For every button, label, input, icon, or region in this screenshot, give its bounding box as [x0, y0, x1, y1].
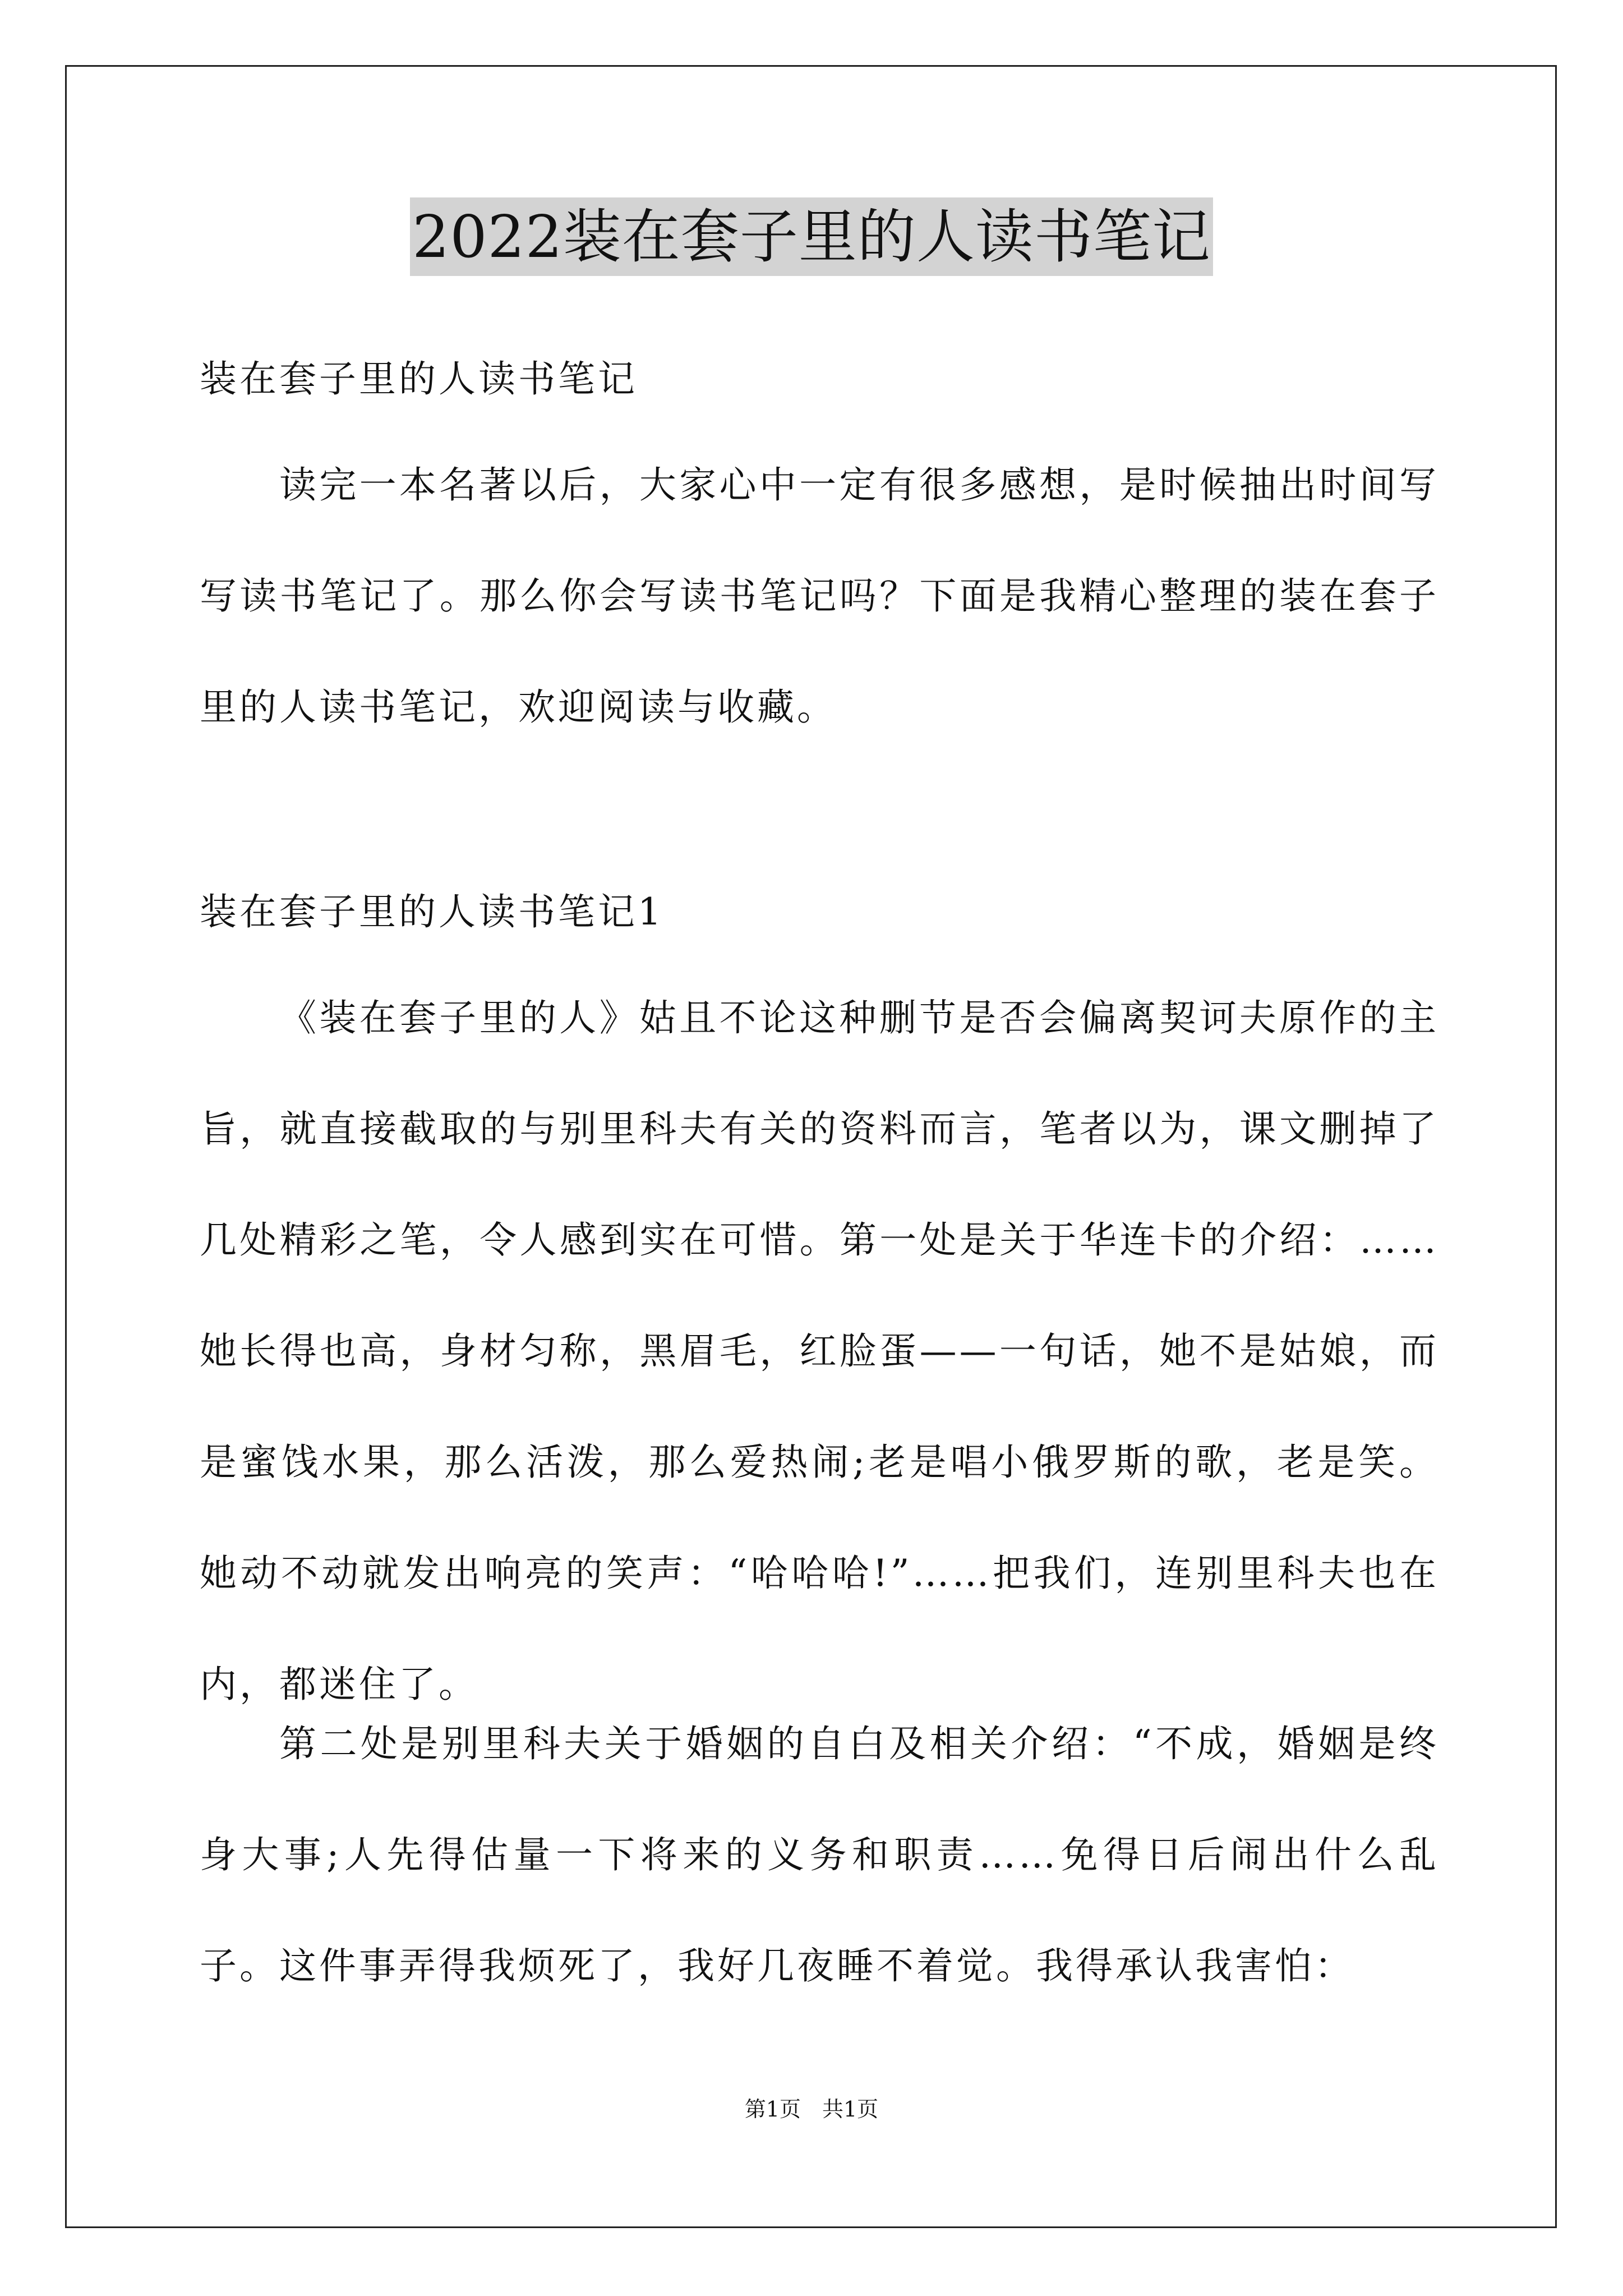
body-paragraph-2: 第二处是别里科夫关于婚姻的自白及相关介绍：“不成，婚姻是终身大事;人先得估量一下将来的义务和职责……免得日后闹出什么乱子。这件事弄得我烦死了，我好几夜睡不着觉。我得承认我害怕：	[200, 1722, 1439, 1987]
page-footer: 第1页 共1页	[744, 2097, 879, 2122]
subtitle: 装在套子里的人读书笔记	[200, 357, 638, 401]
body-paragraph-1: 《装在套子里的人》姑且不论这种删节是否会偏离契诃夫原作的主旨，就直接截取的与别里科夫有关的资料而言，笔者以为，课文删掉了几处精彩之笔，令人感到实在可惜。第一处是关于华连卡的介绍：……她长得也高，身材匀称，黑眉毛，红脸蛋——一句话，她不是姑娘，而是蜜饯水果，那么活泼，那么爱热闹;老是唱小俄罗斯的歌，老是笑。她动不动就发出响亮的笑声：“哈哈哈!”……把我们，连别里科夫也在内，都迷住了。	[200, 996, 1439, 1706]
section-heading-1: 装在套子里的人读书笔记1	[200, 890, 664, 933]
document-title	[0, 197, 1623, 276]
document-title-text: 2022装在套子里的人读书笔记	[410, 197, 1213, 276]
intro-paragraph: 读完一本名著以后，大家心中一定有很多感想，是时候抽出时间写写读书笔记了。那么你会写读书笔记吗？下面是我精心整理的装在套子里的人读书笔记，欢迎阅读与收藏。	[200, 463, 1439, 729]
